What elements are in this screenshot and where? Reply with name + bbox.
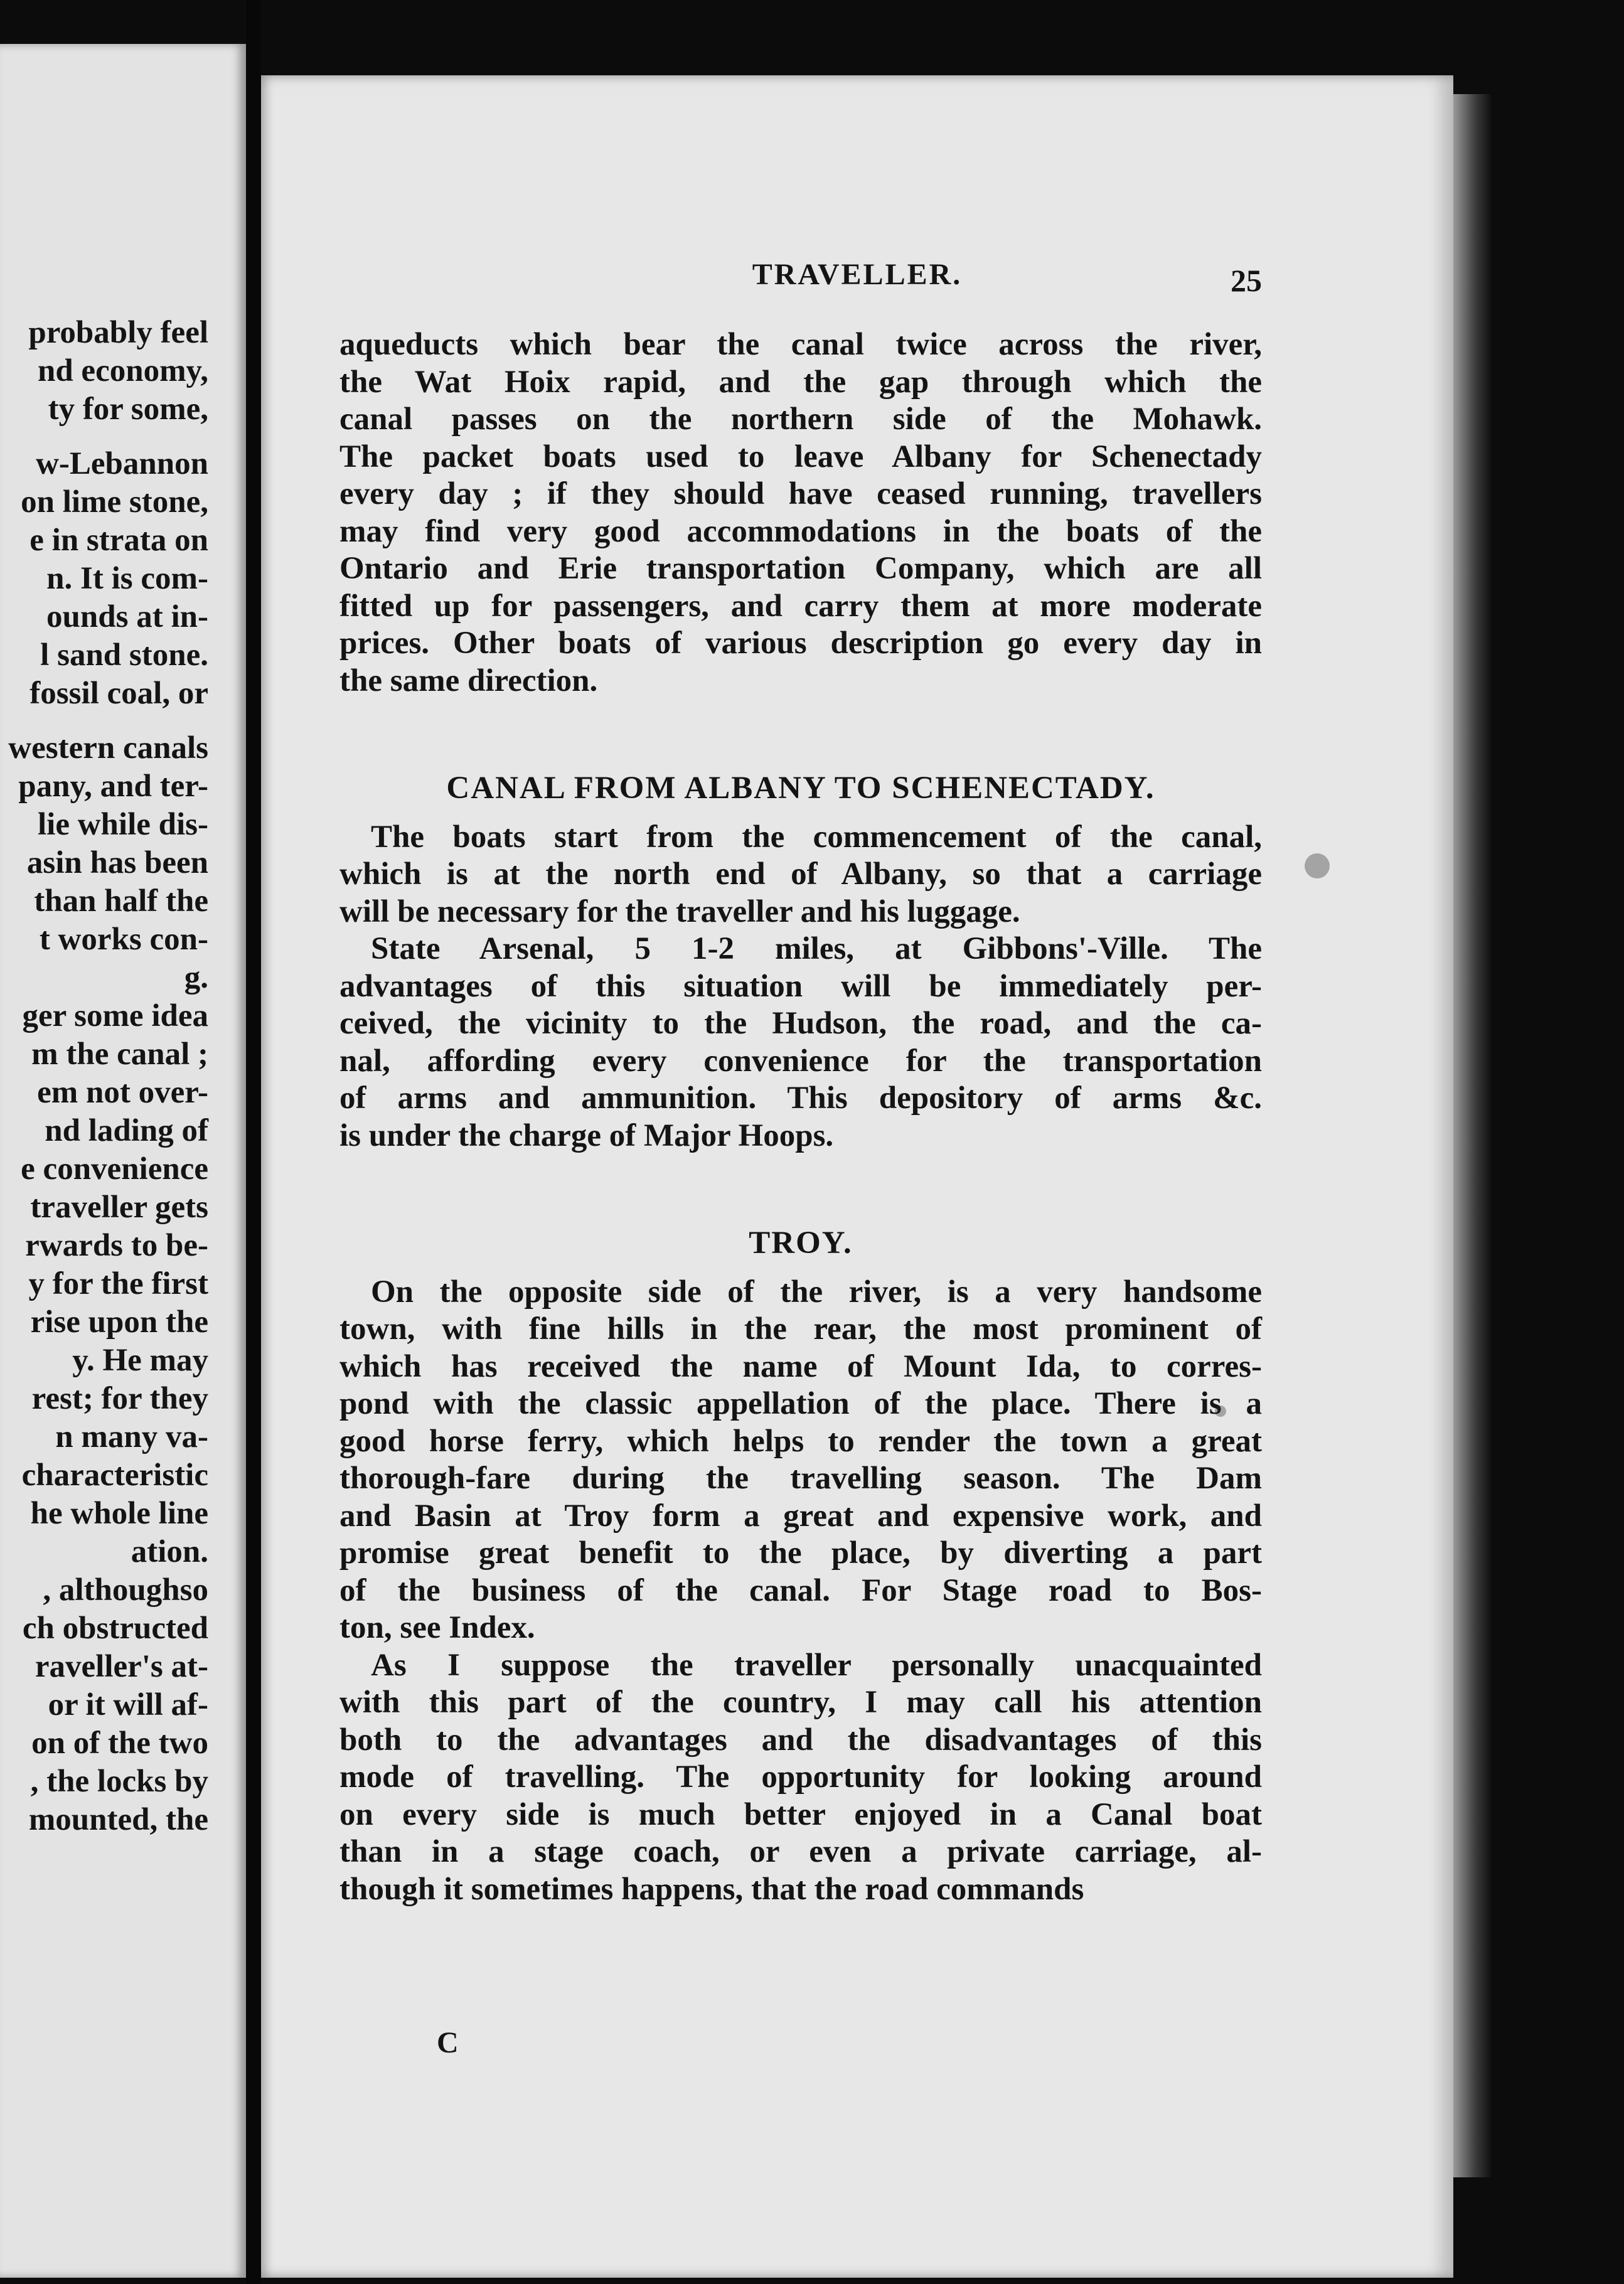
left-page-line: fossil coal, or [29,676,208,711]
left-page-line: characteristic [21,1458,208,1493]
left-page-line: em not over- [37,1075,208,1110]
text-line: which is at the north end of Albany, so that a carriage [339,856,1262,892]
section-heading-troy: TROY. [749,1225,853,1261]
left-page-line: l sand stone. [40,638,208,673]
text-line: aqueducts which bear the canal twice across the river, [339,327,1262,362]
text-line: canal passes on the northern side of the Mohawk. [339,402,1262,437]
left-page-line: he whole line [30,1496,208,1531]
left-page-line: asin has been [26,845,208,880]
left-page-line: w-Lebannon [36,446,208,481]
text-line: the same direction. [339,663,598,698]
left-page-line: rwards to be- [25,1228,208,1263]
right-page [261,75,1453,2278]
text-line: good horse ferry, which helps to render the town a great [339,1423,1262,1459]
left-page-line: ation. [131,1534,208,1569]
ink-smudge [1305,853,1330,878]
page-number: 25 [1231,263,1262,298]
text-line: is under the charge of Major Hoops. [339,1118,834,1153]
text-line: and Basin at Troy form a great and expensive work, and [339,1498,1262,1534]
ink-speck [1215,1406,1226,1417]
text-line: mode of travelling. The opportunity for looking around [339,1759,1262,1795]
left-page-line: nd lading of [45,1113,208,1148]
left-page-line: lie while dis- [37,807,208,842]
left-page-line: , the locks by [30,1764,208,1799]
text-line: thorough-fare during the travelling season. The Dam [339,1461,1262,1496]
left-page-line: rest; for they [31,1381,208,1416]
text-line: The packet boats used to leave Albany for Schenectady [339,439,1262,474]
text-line: town, with fine hills in the rear, the most prominent of [339,1311,1262,1347]
text-line: every day ; if they should have ceased running, travellers [339,476,1262,511]
left-page-line: ger some idea [22,998,208,1033]
troy-section [339,1274,1262,1909]
running-head: TRAVELLER. [752,258,963,291]
signature-mark: C [437,2026,459,2059]
left-page-line: , althoughso [43,1572,208,1608]
text-line: ceived, the vicinity to the Hudson, the road, and the ca- [339,1006,1262,1041]
left-page-line: t works con- [39,922,208,957]
left-page-line: or it will af- [48,1687,208,1722]
text-line: of the business of the canal. For Stage road to Bos- [339,1572,1262,1608]
text-line: Ontario and Erie transportation Company, which are all [339,551,1262,586]
section-heading-canal: CANAL FROM ALBANY TO SCHENECTADY. [446,771,1155,806]
left-page-line: raveller's at- [35,1649,208,1684]
left-page-line: than half the [34,883,208,919]
body-text [339,326,1262,1908]
text-line: On the opposite side of the river, is a very handsome [371,1274,1262,1310]
left-page-line: nd economy, [37,353,208,388]
text-line: promise great benefit to the place, by diverting a part [339,1535,1262,1571]
text-line: both to the advantages and the disadvantages of this [339,1722,1262,1758]
text-line: may find very good accommodations in the boats of the [339,513,1262,549]
left-page-line: western canals [8,730,208,766]
left-page-line: y for the first [28,1266,208,1301]
text-line: with this part of the country, I may call his attention [339,1685,1262,1720]
left-page-line: pany, and ter- [18,769,208,804]
left-page-line: on of the two [31,1726,208,1761]
left-page-line: probably feel [28,315,208,350]
left-page-line: n many va- [55,1419,208,1454]
left-page-line: e convenience [21,1151,208,1187]
text-line: ton, see Index. [339,1610,535,1645]
text-line: on every side is much better enjoyed in a Canal boat [339,1796,1262,1832]
text-line: fitted up for passengers, and carry them at more moderate [339,588,1262,624]
left-page-line: ty for some, [48,392,208,427]
canal-section [339,819,1262,1155]
left-page-line: traveller gets [30,1190,208,1225]
text-line: advantages of this situation will be immediately per- [339,968,1262,1004]
text-line: nal, affording every convenience for the transportation [339,1043,1262,1079]
left-page-line: e in strata on [29,523,208,558]
text-line: The boats start from the commencement of the canal, [371,819,1262,855]
text-line: which has received the name of Mount Ida, to corres- [339,1348,1262,1384]
left-page-line: mounted, the [28,1802,208,1837]
left-page-line: n. It is com- [46,561,208,596]
left-page-line: ch obstructed [22,1611,208,1646]
left-page-line: m the canal ; [31,1037,208,1072]
left-page-line: ounds at in- [46,599,208,634]
left-page-line: on lime stone, [21,484,208,520]
left-page-line: y. He may [72,1343,208,1378]
left-page-line: g. [184,960,208,995]
text-line: than in a stage coach, or even a private carriage, al- [339,1834,1262,1869]
text-line: As I suppose the traveller personally unacquainted [371,1647,1262,1683]
text-line: of arms and ammunition. This depository of arms &c. [339,1081,1262,1116]
left-page [0,44,246,2278]
text-line: though it sometimes happens, that the road commands [339,1871,1084,1907]
text-line: the Wat Hoix rapid, and the gap through which the [339,364,1262,400]
book-gutter [246,0,261,2284]
text-line: prices. Other boats of various description go every day in [339,626,1262,661]
text-line: pond with the classic appellation of the place. There is a [339,1386,1262,1421]
page-edge [1453,94,1491,2177]
text-line: will be necessary for the traveller and his luggage. [339,894,1020,929]
intro-paragraph [339,326,1262,700]
left-page-line: rise upon the [30,1305,208,1340]
text-line: State Arsenal, 5 1-2 miles, at Gibbons'-Ville. The [371,931,1262,966]
